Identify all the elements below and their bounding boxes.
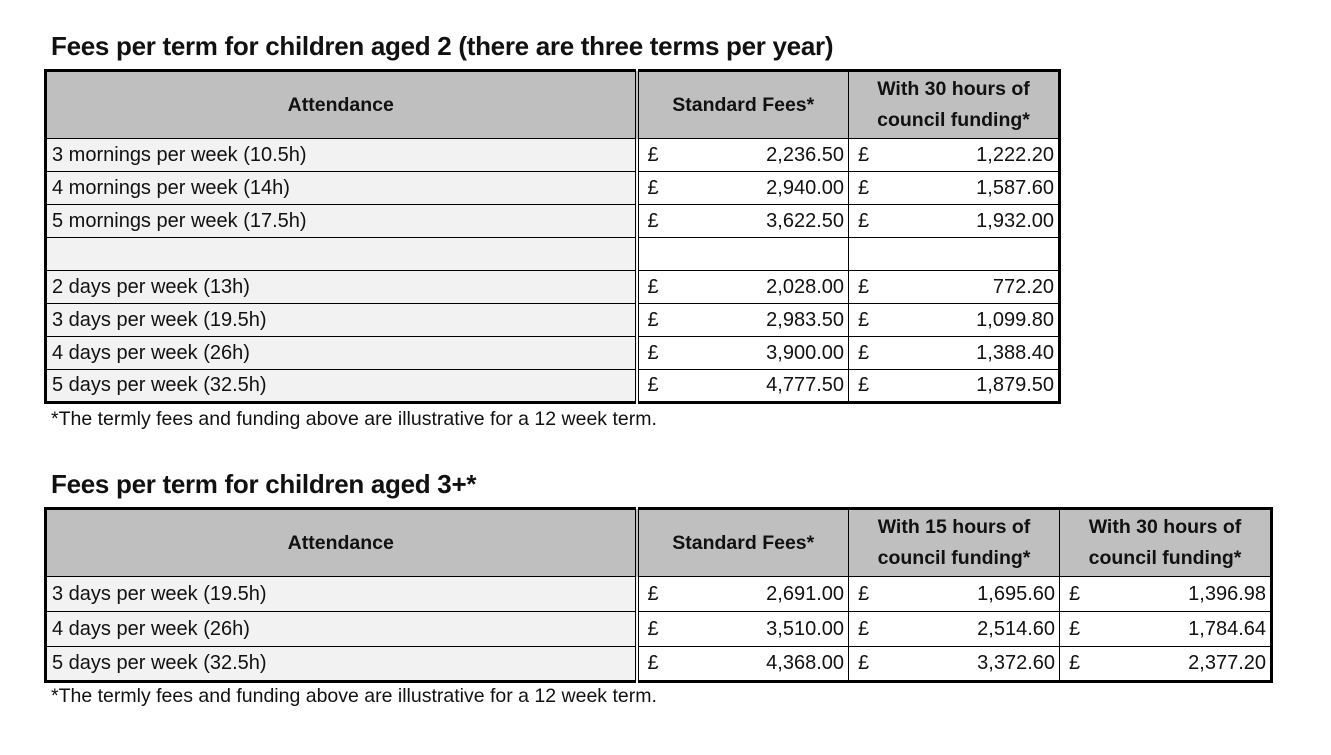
standard-fee-cell xyxy=(637,271,849,304)
money-value xyxy=(644,618,845,641)
amount: 2,983.50 xyxy=(766,308,844,331)
funded-30-cell xyxy=(849,370,1060,403)
money-value xyxy=(854,144,1054,167)
amount: 2,028.00 xyxy=(766,275,844,298)
currency-symbol: £ xyxy=(858,652,870,674)
amount: 3,622.50 xyxy=(766,209,844,232)
standard-fee-cell xyxy=(637,238,849,271)
amount: 1,879.50 xyxy=(976,374,1054,396)
currency-symbol: £ xyxy=(858,308,870,331)
standard-fee-cell xyxy=(637,205,849,238)
money-value xyxy=(854,374,1054,397)
funded-15-cell xyxy=(849,612,1060,647)
currency-symbol: £ xyxy=(858,275,870,298)
header-15-hours-funding: With 15 hours of council funding* xyxy=(849,509,1060,577)
funded-30-cell xyxy=(849,271,1060,304)
table-row xyxy=(46,612,1272,647)
money-value xyxy=(644,374,845,397)
standard-fee-cell xyxy=(637,304,849,337)
currency-symbol: £ xyxy=(647,652,659,674)
money-value xyxy=(1065,618,1266,641)
amount: 3,510.00 xyxy=(766,617,844,640)
currency-symbol: £ xyxy=(647,341,659,364)
attendance-cell xyxy=(46,238,637,271)
currency-symbol: £ xyxy=(647,275,659,298)
money-value xyxy=(854,276,1054,299)
money-value xyxy=(644,583,845,606)
currency-symbol: £ xyxy=(647,143,659,166)
attendance-cell: 3 mornings per week (10.5h) xyxy=(46,139,637,172)
money-value xyxy=(644,276,845,299)
currency-symbol: £ xyxy=(1069,582,1081,605)
amount: 2,377.20 xyxy=(1188,652,1266,674)
money-value xyxy=(644,144,845,167)
header-attendance: Attendance xyxy=(46,71,637,139)
amount: 1,099.80 xyxy=(976,308,1054,331)
amount: 3,900.00 xyxy=(766,341,844,364)
funded-30-cell xyxy=(849,238,1060,271)
table-row xyxy=(46,647,1272,682)
money-value xyxy=(854,652,1055,675)
table-row xyxy=(46,271,1060,304)
amount: 2,236.50 xyxy=(766,143,844,166)
money-value xyxy=(644,210,845,233)
money-value xyxy=(1065,652,1266,675)
money-value xyxy=(1065,583,1266,606)
standard-fee-cell xyxy=(637,647,849,682)
table1-footnote: *The termly fees and funding above are illustrative for a 12 week term. xyxy=(51,408,657,430)
currency-symbol: £ xyxy=(858,582,870,605)
attendance-cell: 4 mornings per week (14h) xyxy=(46,172,637,205)
header-attendance: Attendance xyxy=(46,509,637,577)
table-row xyxy=(46,304,1060,337)
amount: 2,940.00 xyxy=(766,176,844,199)
amount: 3,372.60 xyxy=(977,652,1055,674)
standard-fee-cell xyxy=(637,139,849,172)
amount: 1,222.20 xyxy=(976,143,1054,166)
money-value xyxy=(854,583,1055,606)
attendance-cell: 5 days per week (32.5h) xyxy=(46,370,637,403)
currency-symbol: £ xyxy=(647,374,659,396)
standard-fee-cell xyxy=(637,612,849,647)
money-value xyxy=(644,652,845,675)
table2-title: Fees per term for children aged 3+* xyxy=(51,469,477,499)
amount: 1,388.40 xyxy=(976,341,1054,364)
fees-table-age-3-plus xyxy=(44,507,1273,683)
header-30-hours-funding: With 30 hours of council funding* xyxy=(1060,509,1272,577)
table2-footnote: *The termly fees and funding above are illustrative for a 12 week term. xyxy=(51,685,657,707)
currency-symbol: £ xyxy=(1069,652,1081,674)
money-value xyxy=(644,342,845,365)
currency-symbol: £ xyxy=(858,617,870,640)
amount: 1,396.98 xyxy=(1188,582,1266,605)
funded-15-cell xyxy=(849,647,1060,682)
amount: 772.20 xyxy=(992,275,1054,298)
funded-30-cell xyxy=(1060,612,1272,647)
currency-symbol: £ xyxy=(647,176,659,199)
money-value xyxy=(854,618,1055,641)
money-value xyxy=(854,177,1054,200)
money-value xyxy=(854,342,1054,365)
table-row xyxy=(46,139,1060,172)
attendance-cell: 5 days per week (32.5h) xyxy=(46,647,637,682)
attendance-cell: 2 days per week (13h) xyxy=(46,271,637,304)
table1-title: Fees per term for children aged 2 (there are three terms per year) xyxy=(51,31,834,61)
funded-30-cell xyxy=(849,337,1060,370)
money-value xyxy=(644,309,845,332)
amount: 1,932.00 xyxy=(976,209,1054,232)
amount: 1,695.60 xyxy=(977,582,1055,605)
funded-30-cell xyxy=(849,304,1060,337)
amount: 1,587.60 xyxy=(976,176,1054,199)
table-row xyxy=(46,370,1060,403)
header-30-hours-funding: With 30 hours of council funding* xyxy=(849,71,1060,139)
currency-symbol: £ xyxy=(647,582,659,605)
header-row xyxy=(46,509,1272,577)
money-value xyxy=(854,309,1054,332)
table1-body xyxy=(46,139,1060,403)
attendance-cell: 3 days per week (19.5h) xyxy=(46,304,637,337)
currency-symbol: £ xyxy=(858,209,870,232)
standard-fee-cell xyxy=(637,577,849,612)
amount: 2,691.00 xyxy=(766,582,844,605)
standard-fee-cell xyxy=(637,172,849,205)
currency-symbol: £ xyxy=(647,617,659,640)
attendance-cell: 3 days per week (19.5h) xyxy=(46,577,637,612)
money-value xyxy=(854,210,1054,233)
header-standard-fees: Standard Fees* xyxy=(637,71,849,139)
header-standard-fees: Standard Fees* xyxy=(637,509,849,577)
table-row xyxy=(46,577,1272,612)
header-row xyxy=(46,71,1060,139)
currency-symbol: £ xyxy=(858,374,870,396)
table-row xyxy=(46,337,1060,370)
funded-30-cell xyxy=(849,139,1060,172)
amount: 4,777.50 xyxy=(766,374,844,396)
funded-30-cell xyxy=(849,172,1060,205)
currency-symbol: £ xyxy=(1069,617,1081,640)
currency-symbol: £ xyxy=(647,308,659,331)
table-row xyxy=(46,238,1060,271)
table-row xyxy=(46,172,1060,205)
attendance-cell: 4 days per week (26h) xyxy=(46,337,637,370)
amount: 2,514.60 xyxy=(977,617,1055,640)
fees-table-age-2 xyxy=(44,69,1061,404)
funded-15-cell xyxy=(849,577,1060,612)
currency-symbol: £ xyxy=(858,341,870,364)
funded-30-cell xyxy=(849,205,1060,238)
attendance-cell: 4 days per week (26h) xyxy=(46,612,637,647)
table2-body xyxy=(46,577,1272,682)
money-value xyxy=(644,177,845,200)
funded-30-cell xyxy=(1060,577,1272,612)
table-row xyxy=(46,205,1060,238)
currency-symbol: £ xyxy=(647,209,659,232)
standard-fee-cell xyxy=(637,337,849,370)
amount: 4,368.00 xyxy=(766,652,844,674)
attendance-cell: 5 mornings per week (17.5h) xyxy=(46,205,637,238)
amount: 1,784.64 xyxy=(1188,617,1266,640)
funded-30-cell xyxy=(1060,647,1272,682)
currency-symbol: £ xyxy=(858,143,870,166)
standard-fee-cell xyxy=(637,370,849,403)
currency-symbol: £ xyxy=(858,176,870,199)
